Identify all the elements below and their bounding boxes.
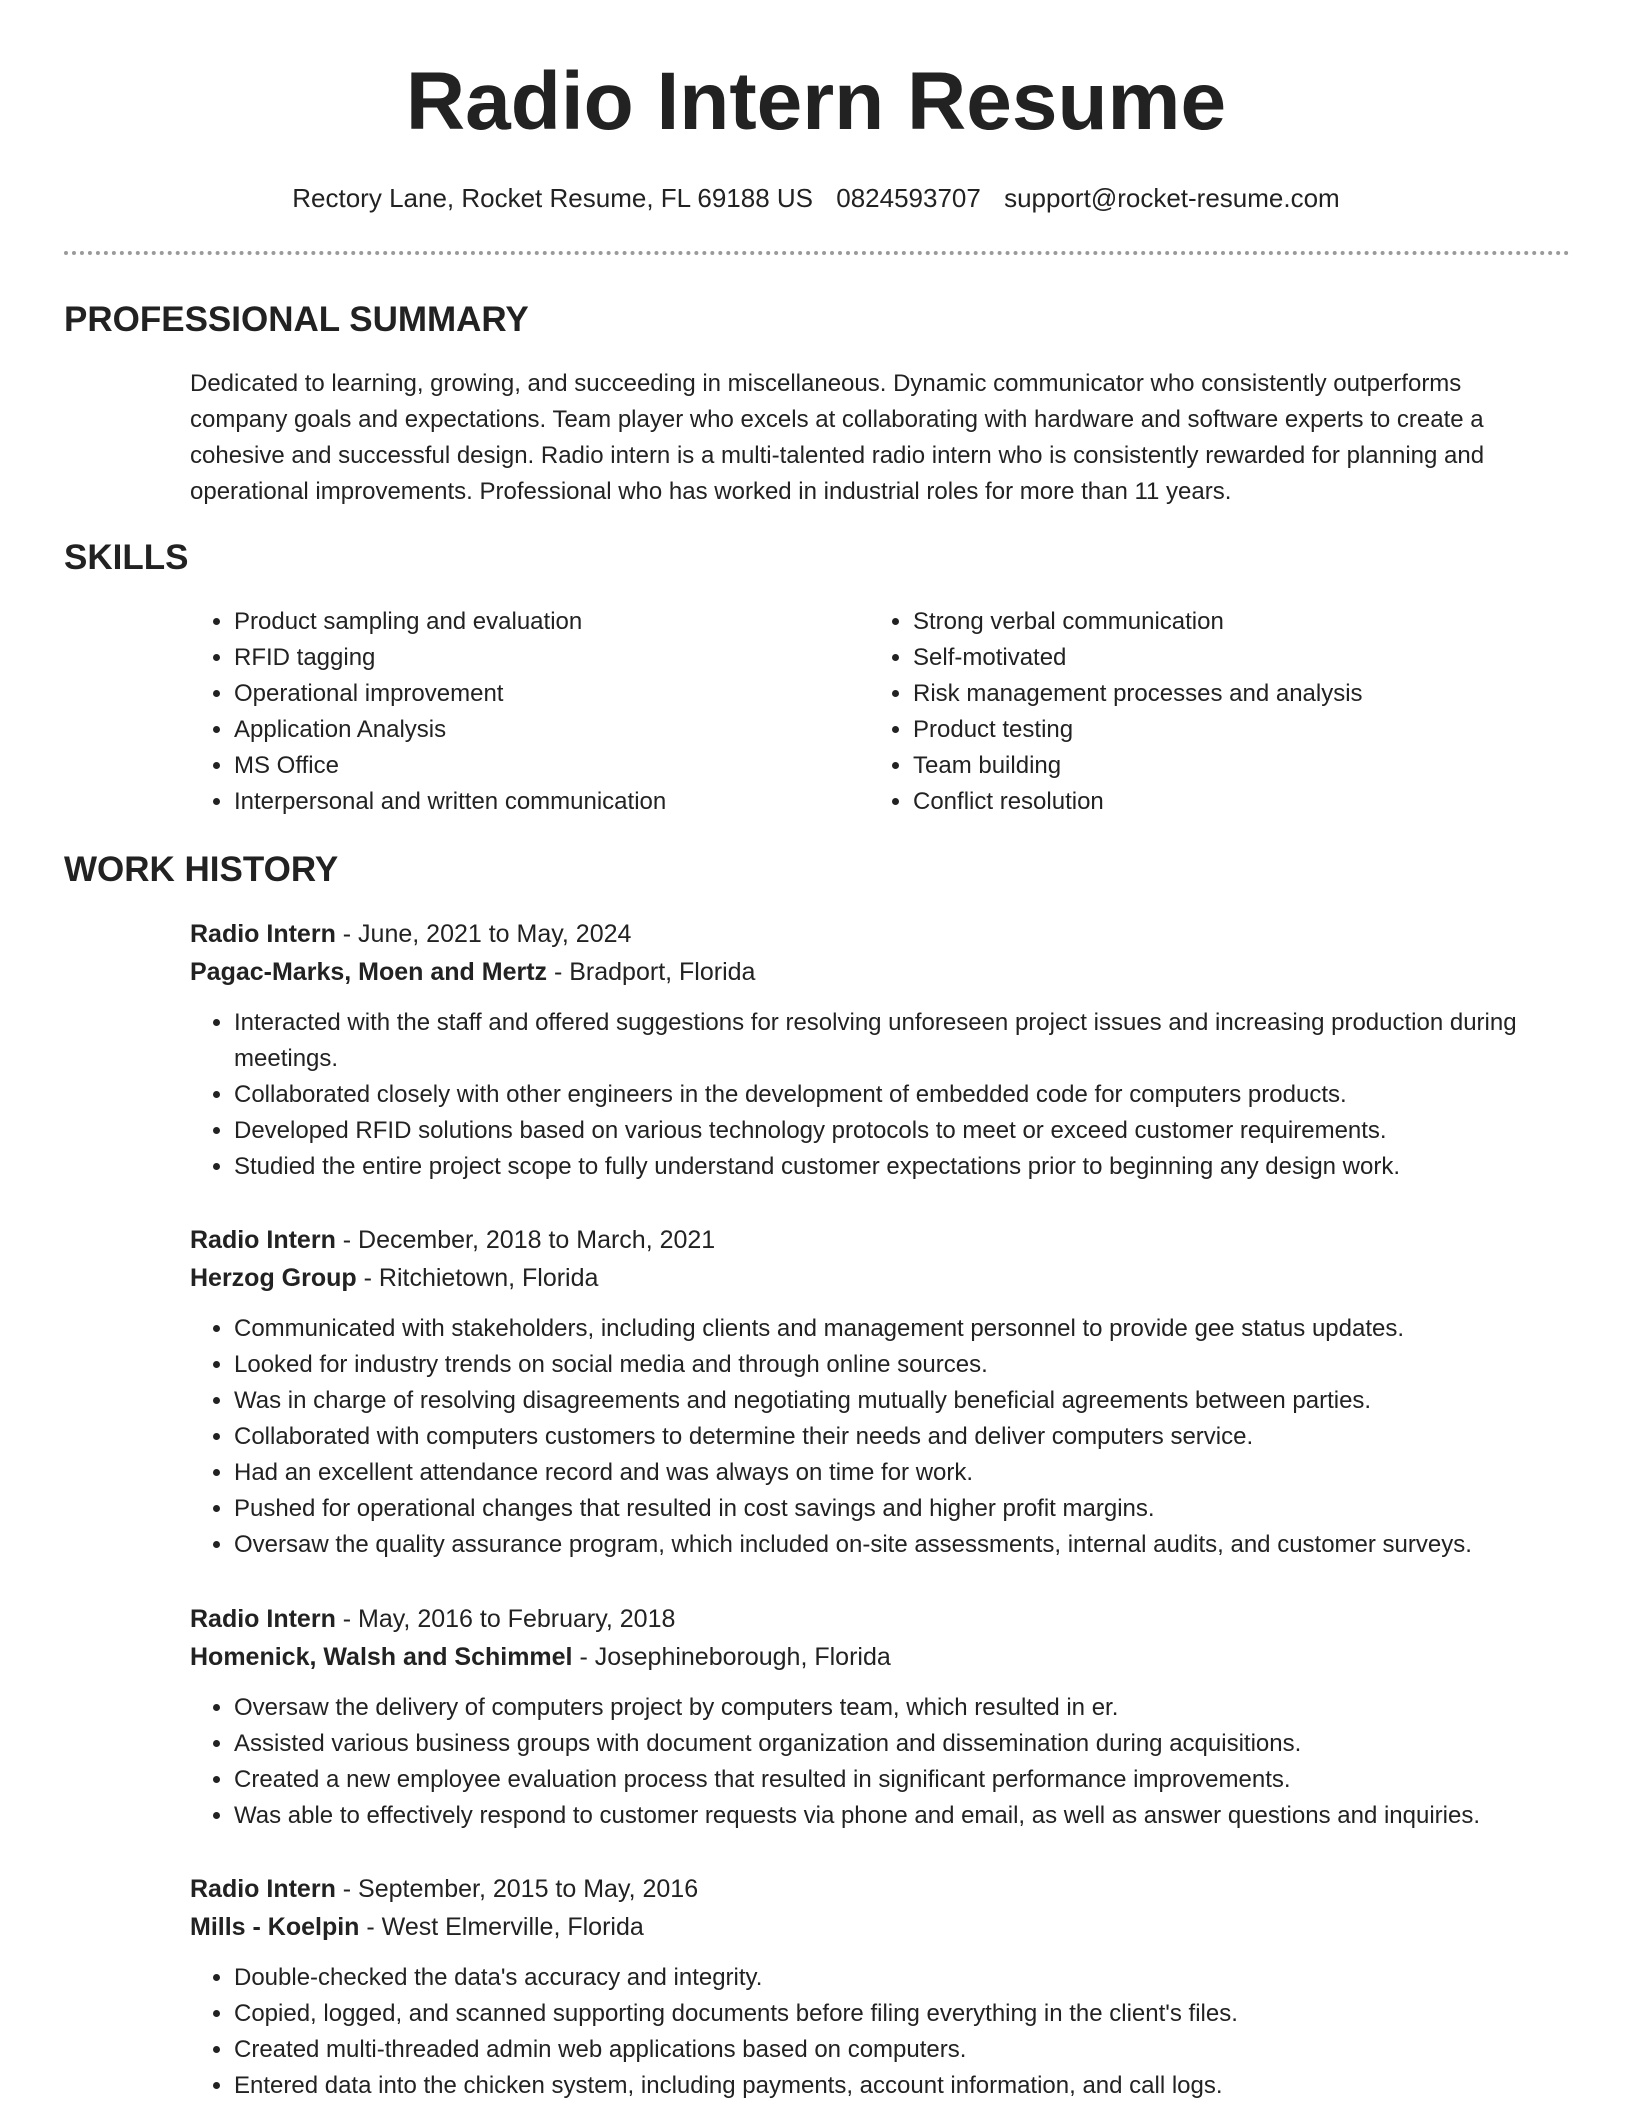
job-title-line	[190, 915, 1570, 953]
job-bullet: • Oversaw the quality assurance program, which included on-site assessments, internal audits, and customer surveys.	[234, 1527, 1570, 1563]
job-bullets	[190, 1311, 1570, 1563]
job-bullet: • Collaborated closely with other engineers in the development of embedded code for computers products.	[234, 1077, 1570, 1113]
skill-item: • Risk management processes and analysis	[913, 676, 1593, 712]
skill-item: • Application Analysis	[234, 712, 854, 748]
job-bullets	[190, 1690, 1570, 1834]
job-company: Homenick, Walsh and Schimmel	[190, 1643, 573, 1671]
job-title-line	[190, 1600, 1570, 1638]
job-bullet: • Entered data into the chicken system, including payments, account information, and call logs.	[234, 2068, 1570, 2104]
skills-heading: SKILLS	[64, 538, 189, 577]
job-bullet: • Looked for industry trends on social media and through online sources.	[234, 1347, 1570, 1383]
job-bullet: • Interacted with the staff and offered suggestions for resolving unforeseen project issues and increasing production during meetings.	[234, 1005, 1570, 1077]
job-dates: - May, 2016 to February, 2018	[335, 1605, 676, 1633]
job-bullets	[190, 1005, 1570, 1185]
job-company-line	[190, 1908, 1570, 1946]
job-entry	[190, 1221, 1570, 1563]
job-company: Mills - Koelpin	[190, 1913, 360, 1941]
contact-email: support@rocket-resume.com	[1004, 183, 1340, 213]
job-bullet: • Double-checked the data's accuracy and integrity.	[234, 1960, 1570, 1996]
job-entry	[190, 915, 1570, 1185]
job-bullet: • Oversaw the delivery of computers project by computers team, which resulted in er.	[234, 1690, 1570, 1726]
skill-item: • Strong verbal communication	[913, 604, 1593, 640]
job-title: Radio Intern	[190, 920, 336, 948]
skill-item: • Interpersonal and written communication	[234, 784, 854, 820]
summary-text: Dedicated to learning, growing, and succeeding in miscellaneous. Dynamic communicator who consistently outperforms company goals and expectations. Team player who excels at collaborating with hardware and software experts to create a cohesive and successful design. Radio intern is a multi-talented radio intern who is consistently rewarded for planning and operational improvements. Professional who has worked in industrial roles for more than 11 years.	[190, 370, 1485, 505]
job-bullet: • Was in charge of resolving disagreements and negotiating mutually beneficial agreements between parties.	[234, 1383, 1570, 1419]
job-bullet: • Pushed for operational changes that resulted in cost savings and higher profit margins.	[234, 1491, 1570, 1527]
job-bullets	[190, 1960, 1570, 2104]
skills-list-left	[190, 604, 854, 820]
job-company-line	[190, 1638, 1570, 1676]
work-heading: WORK HISTORY	[64, 850, 339, 889]
job-location: - Ritchietown, Florida	[356, 1264, 599, 1292]
skills-list-right	[869, 604, 1593, 820]
job-company-line	[190, 1259, 1570, 1297]
job-bullet: • Studied the entire project scope to fully understand customer expectations prior to beginning any design work.	[234, 1149, 1570, 1185]
job-entry	[190, 1600, 1570, 1834]
job-title: Radio Intern	[190, 1226, 336, 1254]
job-company: Herzog Group	[190, 1264, 357, 1292]
job-title-line	[190, 1870, 1570, 1908]
job-title-line	[190, 1221, 1570, 1259]
job-dates: - June, 2021 to May, 2024	[335, 920, 632, 948]
job-company: Pagac-Marks, Moen and Mertz	[190, 958, 548, 986]
job-dates: - September, 2015 to May, 2016	[335, 1875, 699, 1903]
skill-item: • Self-motivated	[913, 640, 1593, 676]
contact-line	[0, 180, 1632, 216]
job-company-line	[190, 953, 1570, 991]
job-bullet: • Had an excellent attendance record and was always on time for work.	[234, 1455, 1570, 1491]
skill-item: • Product sampling and evaluation	[234, 604, 854, 640]
skill-item: • MS Office	[234, 748, 854, 784]
summary-heading: PROFESSIONAL SUMMARY	[64, 300, 529, 339]
job-dates: - December, 2018 to March, 2021	[335, 1226, 716, 1254]
job-title: Radio Intern	[190, 1875, 336, 1903]
job-bullet: • Created multi-threaded admin web applications based on computers.	[234, 2032, 1570, 2068]
job-location: - West Elmerville, Florida	[359, 1913, 644, 1941]
job-bullet: • Communicated with stakeholders, including clients and management personnel to provide gee status updates.	[234, 1311, 1570, 1347]
job-title: Radio Intern	[190, 1605, 336, 1633]
skill-item: • RFID tagging	[234, 640, 854, 676]
resume-title: Radio Intern Resume	[405, 56, 1227, 147]
job-location: - Bradport, Florida	[547, 958, 756, 986]
job-bullet: • Was able to effectively respond to customer requests via phone and email, as well as answer questions and inquiries.	[234, 1798, 1570, 1834]
job-bullet: • Assisted various business groups with document organization and dissemination during acquisitions.	[234, 1726, 1570, 1762]
skill-item: • Operational improvement	[234, 676, 854, 712]
job-bullet: • Developed RFID solutions based on various technology protocols to meet or exceed customer requirements.	[234, 1113, 1570, 1149]
skill-item: • Conflict resolution	[913, 784, 1593, 820]
job-bullet: • Copied, logged, and scanned supporting documents before filing everything in the client's files.	[234, 1996, 1570, 2032]
contact-phone: 0824593707	[836, 183, 981, 213]
job-entry	[190, 1870, 1570, 2104]
job-location: - Josephineborough, Florida	[572, 1643, 891, 1671]
header-divider	[64, 251, 1570, 255]
skill-item: • Team building	[913, 748, 1593, 784]
job-bullet: • Collaborated with computers customers to determine their needs and deliver computers service.	[234, 1419, 1570, 1455]
skill-item: • Product testing	[913, 712, 1593, 748]
job-bullet: • Created a new employee evaluation process that resulted in significant performance improvements.	[234, 1762, 1570, 1798]
contact-address: Rectory Lane, Rocket Resume, FL 69188 US	[292, 183, 814, 213]
